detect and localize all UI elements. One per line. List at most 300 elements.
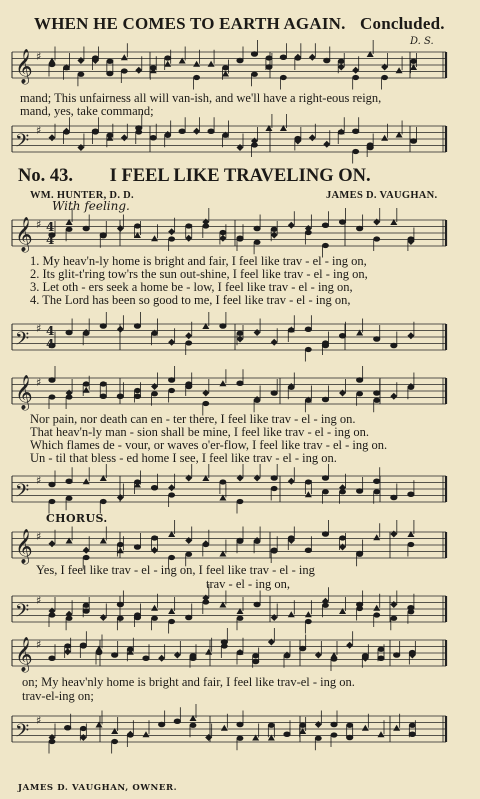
note-head [151, 605, 158, 611]
note-head [322, 531, 329, 537]
note-head [322, 397, 329, 403]
bass-clef-icon: 𝄢 [15, 329, 30, 354]
time-signature-top: 4 [46, 220, 55, 234]
note-head [117, 393, 124, 399]
note-head [220, 479, 227, 484]
verse-line: 1. My heav'n-ly home is bright and fair, I feel like trav - el - ing on, [30, 254, 367, 268]
note-head [305, 398, 312, 403]
note-head [66, 394, 73, 399]
note-head [356, 488, 363, 494]
note-head [309, 54, 316, 61]
note-head [322, 222, 329, 228]
note-head [143, 731, 150, 737]
note-head [390, 531, 397, 538]
note-head [164, 55, 171, 60]
note-head [208, 61, 215, 67]
note-head [117, 602, 124, 608]
composer-credit: JAMES D. VAUGHAN. [326, 190, 438, 201]
note-head [409, 731, 416, 737]
note-head [117, 494, 124, 501]
note-head [356, 391, 363, 396]
note-head [288, 478, 295, 485]
note-head [219, 235, 226, 242]
note-head [373, 336, 380, 342]
note-head [305, 611, 312, 617]
note-head [237, 475, 244, 482]
note-head [168, 236, 175, 241]
note-head [168, 492, 175, 497]
note-head [80, 726, 87, 731]
note-head [151, 383, 158, 390]
note-head [271, 232, 278, 239]
note-head [237, 539, 244, 544]
treble-clef-icon: 𝄞 [15, 529, 33, 564]
staff-lines [12, 324, 446, 350]
note-head [315, 652, 322, 659]
note-head [396, 67, 403, 73]
note-head [185, 615, 192, 621]
note-head [339, 219, 346, 225]
note-head [237, 144, 244, 151]
note-head [271, 548, 278, 553]
note-head [185, 381, 192, 386]
note-head [288, 222, 295, 229]
note-head [373, 219, 380, 226]
sharp-icon: ♯ [36, 124, 42, 137]
note-head [237, 336, 244, 343]
note-head [280, 75, 287, 80]
note-head [237, 616, 244, 621]
note-head [179, 128, 186, 134]
note-head [346, 642, 353, 649]
note-head [356, 226, 363, 232]
note-head [100, 323, 107, 329]
note-head [331, 656, 338, 661]
note-head [346, 723, 353, 728]
time-signature-bottom: 4 [46, 233, 55, 247]
note-head [378, 647, 385, 652]
note-head [185, 235, 192, 242]
note-head [254, 475, 261, 482]
note-head [158, 722, 165, 728]
note-head [253, 602, 260, 608]
note-head [288, 535, 295, 540]
note-head [83, 331, 90, 336]
note-head [390, 601, 397, 608]
note-head [134, 323, 141, 329]
note-head [83, 603, 90, 608]
note-head [193, 61, 200, 67]
note-head [268, 639, 275, 646]
note-head [174, 652, 181, 659]
note-head [356, 552, 363, 557]
note-head [48, 655, 55, 661]
note-head [185, 475, 192, 482]
note-head [207, 128, 214, 134]
note-head [190, 653, 197, 658]
note-head [339, 544, 346, 551]
note-head [356, 606, 363, 611]
note-head [367, 142, 374, 147]
note-head [271, 390, 278, 396]
note-head [265, 64, 272, 70]
note-head [390, 495, 397, 501]
note-head [219, 323, 226, 329]
note-head [83, 381, 90, 386]
note-head [315, 721, 322, 728]
note-head [63, 65, 70, 70]
note-head [305, 347, 312, 352]
note-head [356, 377, 363, 383]
previous-hymn-heading [34, 14, 454, 34]
repeat-mark: D. S. [410, 36, 434, 47]
note-head [83, 387, 90, 393]
note-head [134, 393, 141, 399]
note-head [164, 61, 171, 67]
note-head [134, 388, 141, 393]
note-head [66, 227, 73, 232]
note-head [373, 489, 380, 494]
note-head [322, 603, 329, 608]
note-head [134, 612, 141, 617]
note-head [236, 722, 243, 728]
previous-hymn-title: WHEN HE COMES TO EARTH AGAIN. [34, 14, 346, 33]
note-head [100, 233, 107, 238]
note-head [78, 72, 85, 77]
note-head [339, 489, 346, 494]
note-head [150, 135, 157, 141]
bass-clef-icon: 𝄢 [15, 131, 30, 156]
note-head [185, 223, 192, 228]
sharp-icon: ♯ [36, 50, 42, 63]
note-head [271, 339, 278, 346]
note-head [66, 616, 73, 621]
note-head [305, 479, 312, 484]
staff-lines [12, 126, 446, 152]
note-head [65, 330, 72, 336]
note-head [323, 58, 330, 64]
note-head [271, 475, 278, 481]
note-head [158, 655, 165, 662]
note-head [294, 136, 301, 141]
note-head [362, 653, 369, 658]
note-head [284, 653, 291, 658]
note-head [150, 65, 157, 70]
note-head [322, 475, 329, 481]
note-head [121, 68, 128, 73]
previous-lyric-line: mand, yes, take command; [20, 104, 154, 118]
note-head [151, 535, 158, 540]
note-head [373, 398, 380, 403]
note-head [63, 129, 70, 134]
sharp-icon: ♯ [36, 218, 42, 231]
note-head [254, 329, 261, 336]
note-head [117, 542, 124, 547]
note-head [294, 55, 301, 60]
note-head [373, 612, 380, 617]
note-head [288, 385, 295, 390]
note-head [331, 732, 338, 737]
note-head [49, 134, 56, 141]
note-head [280, 54, 287, 60]
hymn-title: I FEEL LIKE TRAVELING ON. [109, 166, 371, 186]
verse-line: 3. Let oth - ers seek a home be - low, I feel like trav - el - ing on, [30, 280, 353, 294]
note-head [339, 535, 346, 540]
staff-lines [12, 52, 446, 78]
note-head [305, 326, 312, 332]
treble-staff [0, 372, 480, 416]
bass-clef-icon: 𝄢 [15, 601, 30, 626]
note-head [202, 542, 209, 547]
note-head [168, 555, 175, 560]
note-head [83, 555, 90, 560]
note-head [168, 228, 175, 235]
bass-staff [0, 590, 480, 634]
note-head [378, 731, 385, 737]
verse-line: 4. The Lord has been so good to me, I feel like trav - el - ing on, [30, 293, 351, 307]
note-head [339, 333, 346, 339]
sharp-icon: ♯ [36, 474, 42, 487]
note-head [299, 723, 306, 728]
note-head [305, 619, 312, 624]
note-head [49, 62, 56, 67]
verse-line: Which flames de - vour, or waves o'er-flow, I feel like trav - el - ing on. [30, 438, 388, 452]
previous-hymn-status: Concluded. [360, 14, 445, 33]
note-head [381, 135, 388, 141]
note-head [134, 544, 141, 550]
hymn-heading [18, 166, 468, 187]
treble-staff [0, 634, 480, 678]
note-head [251, 142, 258, 147]
note-head [65, 478, 72, 484]
note-head [373, 478, 380, 484]
note-head [381, 75, 388, 80]
note-head [48, 482, 55, 488]
note-head [373, 605, 380, 611]
note-head [338, 64, 345, 71]
time-signature-top: 4 [46, 324, 55, 338]
note-head [168, 388, 175, 393]
note-head [151, 616, 158, 621]
note-head [322, 340, 329, 345]
note-head [299, 646, 306, 652]
note-head [185, 340, 192, 345]
note-head [49, 540, 56, 547]
note-head [338, 59, 345, 64]
note-head [202, 401, 209, 406]
treble-staff [0, 214, 480, 258]
note-head [339, 390, 346, 397]
note-head [202, 599, 209, 604]
note-head [168, 377, 175, 383]
staff-lines [12, 378, 446, 404]
note-head [117, 547, 124, 553]
treble-clef-icon: 𝄞 [15, 49, 33, 84]
staff-lines [12, 640, 446, 666]
note-head [135, 67, 142, 74]
note-head [236, 58, 243, 64]
note-head [271, 486, 278, 491]
note-head [309, 134, 316, 141]
chorus-line: on; My heav'nly home is bright and fair, I feel like trav-el - ing on. [22, 675, 355, 689]
note-head [393, 652, 400, 658]
note-head [168, 339, 175, 346]
note-head [288, 611, 295, 617]
sharp-icon: ♯ [36, 714, 42, 727]
note-head [237, 499, 244, 504]
note-head [408, 236, 415, 241]
note-head [407, 491, 414, 497]
note-head [377, 655, 384, 661]
sharp-icon: ♯ [36, 594, 42, 607]
note-head [251, 51, 258, 57]
note-head [330, 722, 337, 728]
note-head [185, 332, 192, 339]
note-head [271, 614, 278, 621]
note-head [373, 236, 380, 241]
note-head [254, 539, 261, 544]
note-head [237, 736, 244, 741]
note-head [92, 55, 99, 60]
note-head [168, 484, 175, 491]
note-head [352, 67, 359, 74]
note-head [410, 138, 417, 144]
note-head [352, 128, 359, 134]
note-head [117, 326, 124, 333]
note-head [352, 149, 359, 154]
verse-line: Un - til that bless - ed home I see, I feel like trav - el - ing on. [30, 451, 337, 465]
note-head [185, 537, 192, 544]
note-head [408, 542, 415, 547]
note-head [106, 71, 113, 77]
note-head [338, 129, 345, 134]
note-head [219, 380, 226, 386]
note-head [236, 380, 243, 386]
note-head [83, 547, 90, 554]
staff-lines [12, 596, 446, 622]
staff-lines [12, 476, 446, 502]
note-head [66, 496, 73, 501]
note-head [83, 478, 90, 484]
note-head [205, 734, 212, 741]
note-head [410, 59, 417, 64]
note-head [127, 732, 134, 737]
note-head [168, 619, 175, 624]
note-head [100, 499, 107, 504]
note-head [315, 736, 322, 741]
note-head [237, 650, 244, 655]
bass-clef-icon: 𝄢 [15, 721, 30, 746]
note-head [254, 398, 261, 403]
treble-clef-icon: 𝄞 [15, 637, 33, 672]
note-head [111, 652, 118, 658]
sharp-icon: ♯ [36, 530, 42, 543]
bass-staff [0, 318, 480, 362]
chorus-label: CHORUS. [46, 512, 108, 525]
note-head [142, 655, 149, 661]
note-head [252, 659, 259, 665]
note-head [117, 225, 124, 232]
note-head [266, 55, 273, 60]
note-head [49, 739, 56, 744]
note-head [322, 489, 329, 494]
note-head [305, 547, 312, 553]
note-head [48, 377, 55, 383]
note-head [111, 739, 118, 744]
note-head [390, 616, 397, 621]
note-head [49, 394, 56, 399]
note-head [80, 734, 87, 741]
note-head [121, 134, 128, 141]
sharp-icon: ♯ [36, 376, 42, 389]
note-head [305, 491, 312, 497]
note-head [202, 223, 209, 228]
time-signature-bottom: 4 [46, 337, 55, 351]
note-head [373, 390, 380, 396]
note-head [237, 331, 244, 336]
note-head [151, 331, 158, 336]
note-head [251, 72, 258, 77]
note-head [283, 731, 290, 737]
note-head [346, 735, 353, 741]
note-head [252, 653, 259, 658]
page-footer: JAMES D. VAUGHAN, OWNER. [18, 783, 178, 793]
note-head [409, 723, 416, 728]
note-head [185, 552, 192, 557]
note-head [221, 643, 228, 648]
note-head [193, 128, 200, 135]
previous-lyric-line: mand; This unfairness all will van-ish, and we'll have a right-eous reign, [20, 91, 382, 105]
note-head [390, 393, 397, 400]
note-head [96, 650, 103, 655]
note-head [92, 129, 99, 134]
note-head [121, 54, 128, 60]
chorus-bass-line: trav-el-ing on; [22, 689, 94, 703]
note-head [134, 479, 141, 484]
bass-staff [0, 120, 480, 164]
note-head [222, 65, 229, 70]
note-head [77, 57, 84, 64]
note-head [127, 647, 134, 652]
note-head [221, 725, 228, 731]
note-head [151, 391, 158, 396]
note-head [408, 609, 415, 614]
note-head [117, 616, 124, 621]
note-head [106, 133, 113, 138]
note-head [220, 230, 227, 235]
treble-clef-icon: 𝄞 [15, 375, 33, 410]
note-head [373, 534, 380, 540]
note-head [174, 718, 181, 724]
chorus-bass-line: trav - el - ing on, [206, 577, 291, 591]
note-head [352, 75, 359, 80]
staff-lines [12, 532, 446, 558]
hymn-number: No. 43. [18, 166, 73, 186]
note-head [49, 612, 56, 617]
note-head [222, 133, 229, 138]
note-head [49, 499, 56, 504]
staff-lines [12, 716, 446, 742]
sharp-icon: ♯ [36, 322, 42, 335]
note-head [253, 226, 260, 232]
note-head [381, 64, 388, 71]
note-head [151, 235, 158, 241]
note-head [100, 381, 107, 386]
note-head [151, 547, 158, 554]
note-head [409, 650, 416, 655]
note-head [362, 725, 369, 731]
note-head [106, 59, 113, 64]
